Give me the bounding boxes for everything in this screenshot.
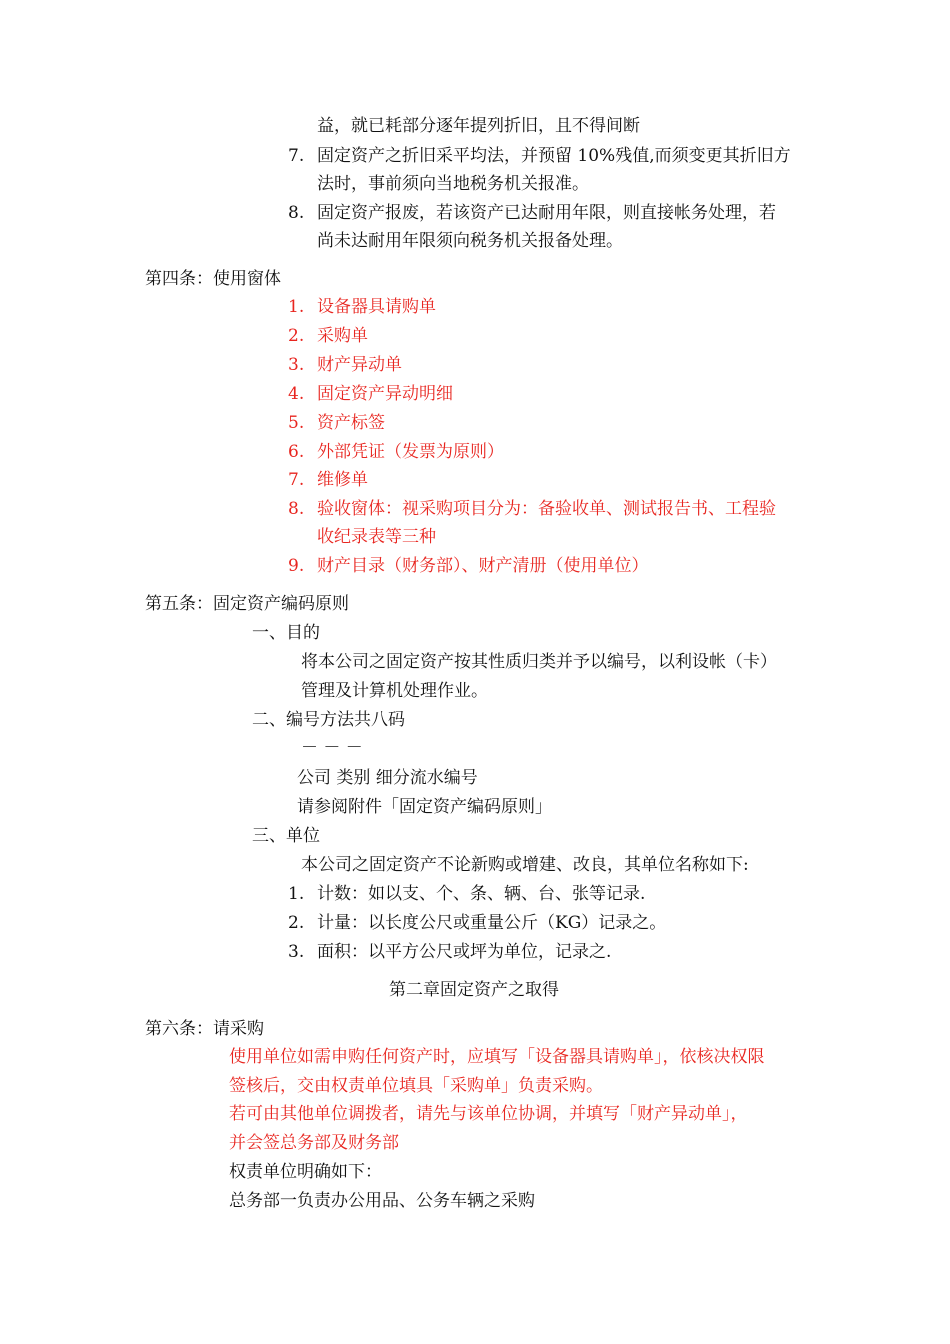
paragraph-line: 本公司之固定资产不论新购或增建、改良，其单位名称如下: [301,855,749,875]
article-4-heading: 第四条：使用窗体 [145,269,281,289]
item-number: 8. [288,203,305,223]
list-item-number: 8. [288,499,305,519]
paragraph-line: 将本公司之固定资产按其性质归类并予以编号，以利设帐（卡） [301,652,777,672]
paragraph-line: 管理及计算机处理作业。 [301,681,488,701]
article-5-heading: 第五条：固定资产编码原则 [145,594,349,614]
paragraph-line: 并会签总务部及财务部 [229,1133,399,1153]
list-item: 计量：以长度公尺或重量公斤（KG）记录之。 [317,913,667,933]
section-title: 二、编号方法共八码 [252,710,405,730]
list-item: 采购单 [317,326,368,346]
chapter-title: 第二章固定资产之取得 [389,980,559,1000]
list-item-number: 5. [288,413,305,433]
paragraph-line: 使用单位如需申购任何资产时，应填写「设备器具请购单」，依核决权限 [229,1047,765,1067]
list-item-number: 2. [288,913,305,933]
paragraph-line: 总务部一负责办公用品、公务车辆之采购 [229,1191,535,1211]
list-item: 面积：以平方公尺或坪为单位，记录之. [317,942,612,962]
list-item-number: 1. [288,884,305,904]
paragraph-line: 签核后，交由权责单位填具「采购单」负责采购。 [229,1076,603,1096]
list-item: 固定资产异动明细 [317,384,453,404]
list-item: 收纪录表等三种 [317,527,436,547]
article-6-heading: 第六条：请采购 [145,1019,264,1039]
list-item: 验收窗体：视采购项目分为：备验收单、测试报告书、工程验 [317,499,776,519]
code-parts: 公司 类别 细分流水编号 [297,768,478,788]
list-item-number: 6. [288,442,305,462]
list-item-number: 9. [288,556,305,576]
list-item: 设备器具请购单 [317,297,436,317]
continuation-text: 益，就已耗部分逐年提列折旧，且不得间断 [317,116,640,136]
paragraph-line: 权责单位明确如下： [229,1162,382,1182]
section-title: 一、目的 [252,623,320,643]
code-dashes: － － － [301,738,363,758]
reference-text: 请参阅附件「固定资产编码原则」 [297,797,552,817]
list-item-number: 4. [288,384,305,404]
list-item: 财产异动单 [317,355,402,375]
list-item-number: 2. [288,326,305,346]
list-item: 计数：如以支、个、条、辆、台、张等记录. [317,884,646,904]
list-item: 财产目录（财务部）、财产清册（使用单位） [317,556,649,576]
item-text-line: 尚未达耐用年限须向税务机关报备处理。 [317,231,623,251]
list-item-number: 7. [288,470,305,490]
list-item-number: 1. [288,297,305,317]
list-item: 资产标签 [317,413,385,433]
item-text-line: 法时，事前须向当地税务机关报准。 [317,174,589,194]
list-item-number: 3. [288,355,305,375]
section-title: 三、单位 [252,826,320,846]
item-text-line: 固定资产报废，若该资产已达耐用年限，则直接帐务处理，若 [317,203,776,223]
list-item: 外部凭证（发票为原则） [317,442,504,462]
list-item-number: 3. [288,942,305,962]
list-item: 维修单 [317,470,368,490]
paragraph-line: 若可由其他单位调拨者，请先与该单位协调，并填写「财产异动单」， [229,1104,748,1124]
item-number: 7. [288,146,305,166]
item-text-line: 固定资产之折旧采平均法，并预留 10%残值,而须变更其折旧方 [317,146,791,166]
